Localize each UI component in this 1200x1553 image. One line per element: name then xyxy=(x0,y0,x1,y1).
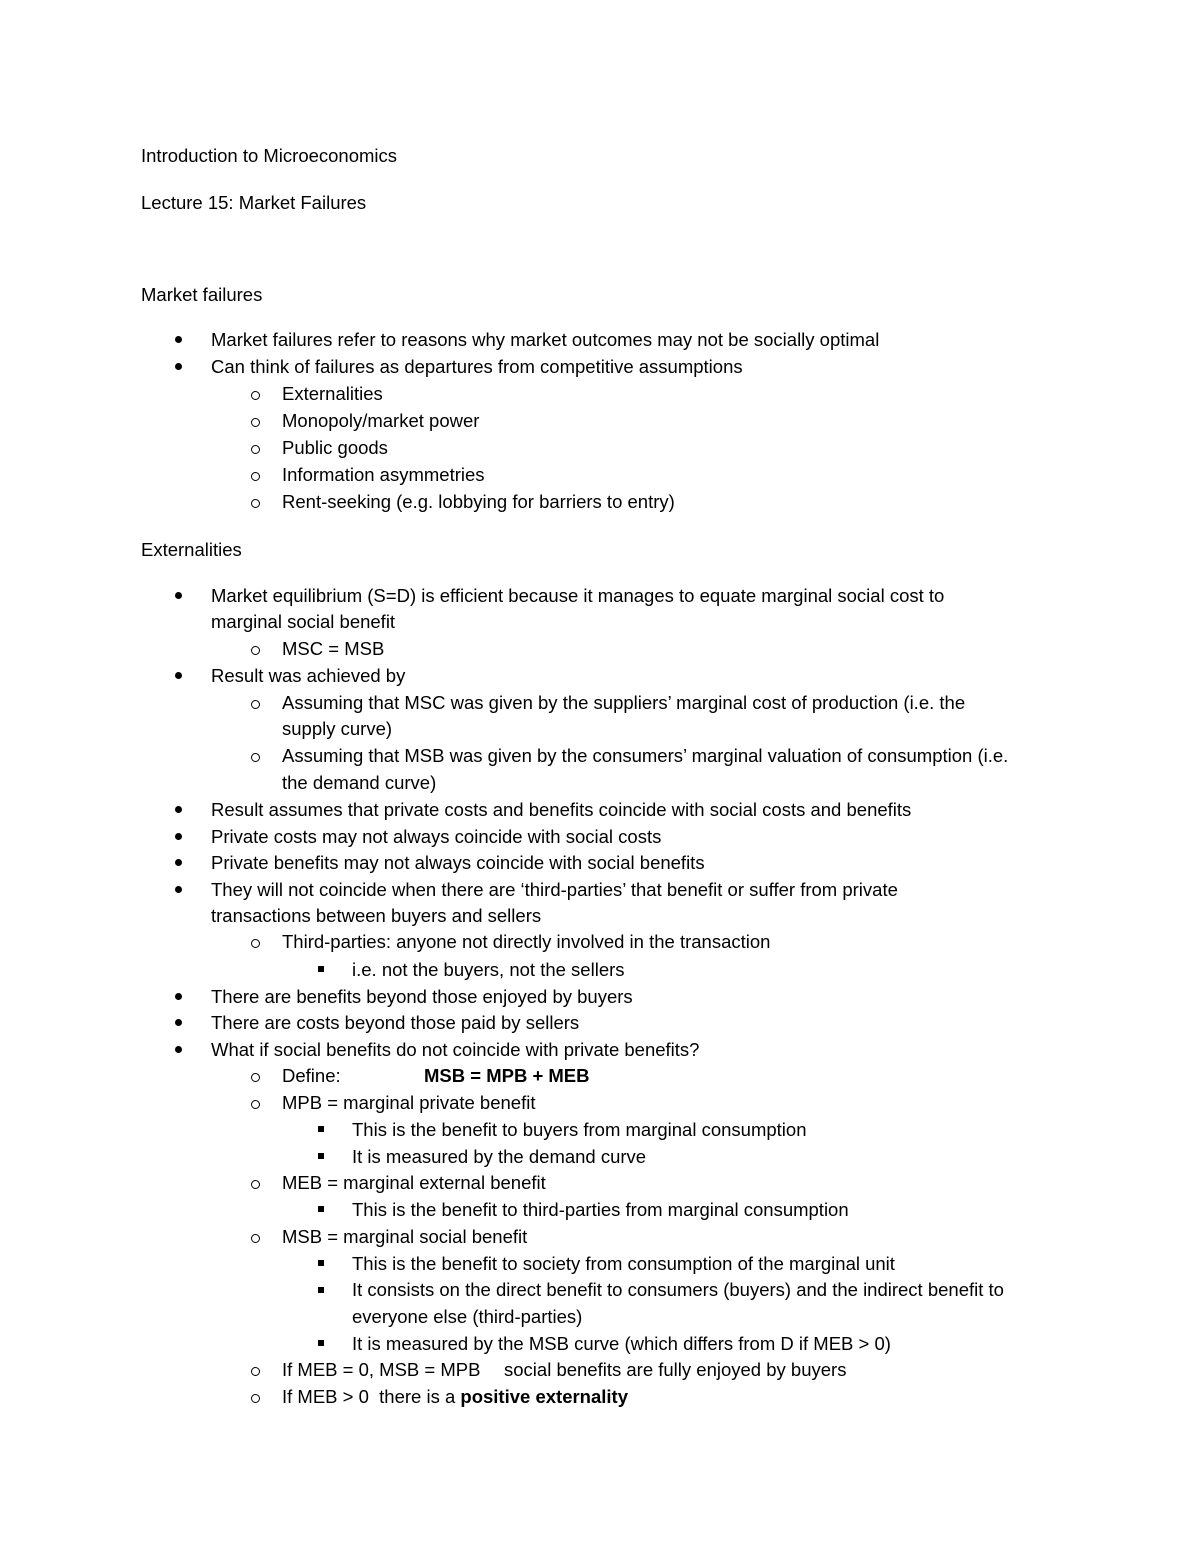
sub-bullet-icon xyxy=(251,445,260,454)
square-bullet-icon xyxy=(318,1126,324,1132)
sub-bullet-icon xyxy=(251,499,260,508)
section-heading-externalities: Externalities xyxy=(141,539,242,560)
lecture-title: Lecture 15: Market Failures xyxy=(141,192,367,213)
list-item-continuation: transactions between buyers and sellers xyxy=(211,905,542,926)
list-item: It consists on the direct benefit to consumers (buyers) and the indirect benefit to xyxy=(352,1279,1004,1300)
list-item: Assuming that MSB was given by the consumers’ marginal valuation of consumption (i.e. xyxy=(282,745,1009,766)
list-item: MEB = marginal external benefit xyxy=(282,1172,546,1193)
list-item: They will not coincide when there are ‘third-parties’ that benefit or suffer from private xyxy=(211,879,898,900)
sub-bullet-icon xyxy=(251,1394,260,1403)
sub-bullet-icon xyxy=(251,646,260,655)
list-item: Can think of failures as departures from competitive assumptions xyxy=(211,356,743,377)
list-item: MSB = marginal social benefit xyxy=(282,1226,528,1247)
list-item: Information asymmetries xyxy=(282,464,485,485)
list-item: Externalities xyxy=(282,383,383,404)
square-bullet-icon xyxy=(318,966,324,972)
list-item-continuation: social benefits are fully enjoyed by buyers xyxy=(504,1359,847,1380)
bullet-icon xyxy=(175,1019,182,1026)
list-item: There are benefits beyond those enjoyed by buyers xyxy=(211,986,633,1007)
list-item: MPB = marginal private benefit xyxy=(282,1092,536,1113)
list-item xyxy=(282,1388,628,1407)
positive-externality-term: positive externality xyxy=(460,1386,628,1407)
list-item: Monopoly/market power xyxy=(282,410,480,431)
list-item: Rent-seeking (e.g. lobbying for barriers to entry) xyxy=(282,491,675,512)
list-item-continuation: the demand curve) xyxy=(282,772,437,793)
sub-bullet-icon xyxy=(251,700,260,709)
list-item: Private benefits may not always coincide with social benefits xyxy=(211,852,705,873)
list-item-continuation: everyone else (third-parties) xyxy=(352,1306,583,1327)
list-item: Result assumes that private costs and benefits coincide with social costs and benefits xyxy=(211,799,912,820)
list-item: Market equilibrium (S=D) is efficient because it manages to equate marginal social cost to xyxy=(211,585,945,606)
list-item: Assuming that MSC was given by the suppliers’ marginal cost of production (i.e. the xyxy=(282,692,966,713)
square-bullet-icon xyxy=(318,1340,324,1346)
square-bullet-icon xyxy=(318,1287,324,1293)
bullet-icon xyxy=(175,886,182,893)
list-item: MSC = MSB xyxy=(282,638,385,659)
bullet-icon xyxy=(175,806,182,813)
sub-bullet-icon xyxy=(251,1234,260,1243)
sub-bullet-icon xyxy=(251,1180,260,1189)
list-item: Private costs may not always coincide with social costs xyxy=(211,826,662,847)
sub-bullet-icon xyxy=(251,418,260,427)
list-item: What if social benefits do not coincide with private benefits? xyxy=(211,1039,700,1060)
list-item: Result was achieved by xyxy=(211,665,406,686)
list-item-continuation: marginal social benefit xyxy=(211,611,396,632)
bullet-icon xyxy=(175,859,182,866)
list-item: It is measured by the MSB curve (which differs from D if MEB > 0) xyxy=(352,1333,891,1354)
define-equation: MSB = MPB + MEB xyxy=(424,1065,590,1086)
list-item: It is measured by the demand curve xyxy=(352,1146,647,1167)
sub-bullet-icon xyxy=(251,472,260,481)
bullet-icon xyxy=(175,363,182,370)
sub-bullet-icon xyxy=(251,391,260,400)
list-item: This is the benefit to buyers from marginal consumption xyxy=(352,1119,807,1140)
list-item: There are costs beyond those paid by sellers xyxy=(211,1012,580,1033)
sub-bullet-icon xyxy=(251,1100,260,1109)
list-item-continuation: supply curve) xyxy=(282,718,393,739)
square-bullet-icon xyxy=(318,1206,324,1212)
document-title: Introduction to Microeconomics xyxy=(141,145,398,166)
section-heading-market-failures: Market failures xyxy=(141,284,263,305)
sub-bullet-icon xyxy=(251,753,260,762)
bullet-icon xyxy=(175,592,182,599)
list-item: If MEB = 0, MSB = MPB xyxy=(282,1359,481,1380)
bullet-icon xyxy=(175,1046,182,1053)
list-item: Public goods xyxy=(282,437,388,458)
list-item: i.e. not the buyers, not the sellers xyxy=(352,959,625,980)
list-item: This is the benefit to third-parties from marginal consumption xyxy=(352,1199,849,1220)
list-item: Market failures refer to reasons why market outcomes may not be socially optimal xyxy=(211,329,880,350)
sub-bullet-icon xyxy=(251,1073,260,1082)
square-bullet-icon xyxy=(318,1153,324,1159)
sub-bullet-icon xyxy=(251,939,260,948)
sub-bullet-icon xyxy=(251,1367,260,1376)
list-item: Third-parties: anyone not directly involved in the transaction xyxy=(282,931,771,952)
square-bullet-icon xyxy=(318,1260,324,1266)
bullet-icon xyxy=(175,993,182,1000)
bullet-icon xyxy=(175,672,182,679)
list-item: This is the benefit to society from consumption of the marginal unit xyxy=(352,1253,895,1274)
positive-externality-lead: If MEB > 0 there is a xyxy=(282,1386,461,1407)
define-label: Define: xyxy=(282,1065,341,1086)
bullet-icon xyxy=(175,833,182,840)
bullet-icon xyxy=(175,336,182,343)
